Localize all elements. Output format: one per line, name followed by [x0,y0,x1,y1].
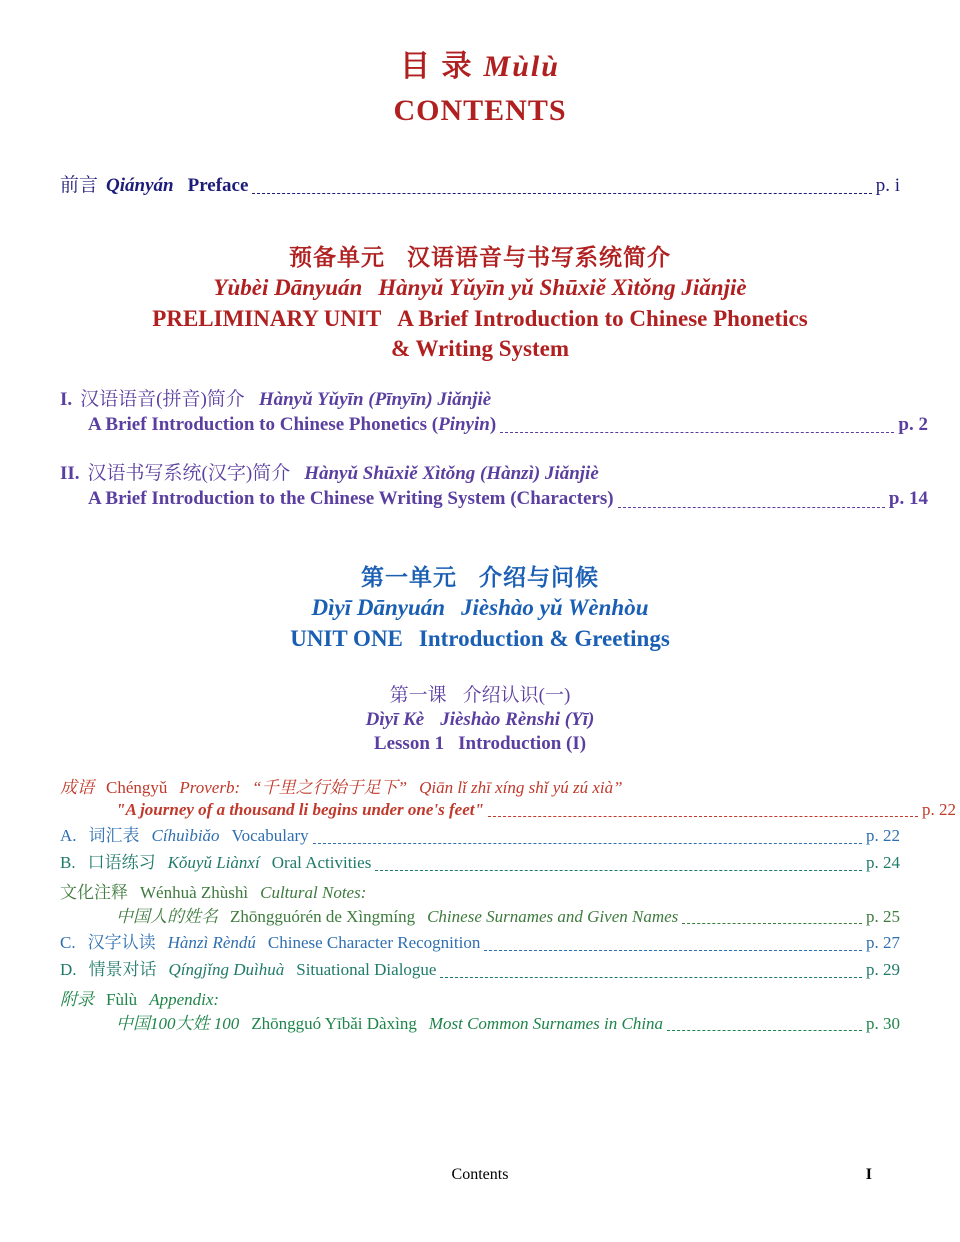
toc-entry-roman-2-pinyin: Hànyǔ Shūxiě Xìtǒng (Hànzì) Jiǎnjiè [304,463,599,485]
preface-entry [60,172,900,200]
toc-entry-roman-1-number: I. [60,388,73,410]
preliminary-unit-pinyin [60,275,900,301]
toc-item-situational-dialogue-english: Situational Dialogue [296,960,437,980]
toc-item-oral-activities-english: Oral Activities [271,853,372,873]
toc-item-character-recognition-pinyin: Hànzì Rèndú [167,933,256,953]
toc-item-surnames-row [116,905,900,930]
toc-item-appendix [60,985,900,1010]
toc-item-appendix-pinyin: Fùlù [106,989,138,1009]
toc-item-oral-activities-page: p. 24 [866,853,900,873]
toc-item-common-surnames-english: Most Common Surnames in China [428,1013,664,1033]
toc-entry-roman-1[interactable] [60,384,928,439]
dot-leader [375,869,862,871]
dot-leader [667,1029,862,1031]
toc-item-proverb-pinyin: Chéngyǔ [106,777,168,797]
lesson-one-english-number: Lesson 1 [373,732,445,754]
toc-item-situational-dialogue-letter: D. [60,960,77,980]
toc-item-oral-activities-chinese: 口语练习 [87,853,156,873]
toc-item-proverb-quote-pinyin: Qiān lǐ zhī xíng shǐ yú zú xià” [419,777,623,797]
lesson-one-heading [60,680,900,755]
toc-item-vocabulary-letter: A. [60,826,77,846]
toc-item-vocabulary-chinese: 词汇表 [88,826,140,846]
toc-entry-roman-2-english: A Brief Introduction to the Chinese Writing System (Characters) [88,488,614,510]
toc-item-surnames-english: Chinese Surnames and Given Names [427,906,679,926]
toc-item-oral-activities-pinyin: Kǒuyǔ Liànxí [167,853,260,873]
preface-english: Preface [187,174,249,196]
unit-one-english-unit: UNIT ONE [290,625,403,651]
dot-leader [484,949,862,951]
toc-entry-roman-2[interactable] [60,458,928,513]
title-english: CONTENTS [393,93,567,127]
toc-item-surnames-chinese: 中国人的姓名 [116,906,218,926]
toc-entry-roman-1-english-post: ) [489,413,497,435]
preliminary-unit-english-title-line2: & Writing System [390,335,570,361]
toc-item-proverb-line2 [60,798,956,823]
preliminary-unit-chinese-unit: 预备单元 [289,245,385,271]
toc-entry-roman-1-pinyin: Hànyǔ Yǔyīn (Pīnyīn) Jiǎnjiè [258,388,492,410]
toc-item-character-recognition-letter: C. [60,933,76,953]
toc-item-situational-dialogue-page: p. 29 [866,960,900,980]
unit-one-pinyin [60,595,900,621]
toc-entry-roman-2-number: II. [60,463,80,485]
preliminary-unit-english-unit: PRELIMINARY UNIT [152,306,382,332]
toc-item-surnames[interactable] [60,905,900,930]
toc-item-character-recognition-chinese: 汉字认读 [87,933,156,953]
toc-item-situational-dialogue-pinyin: Qíngjǐng Duìhuà [168,960,285,980]
toc-entry-roman-1-chinese: 汉语语音(拼音)简介 [80,388,245,410]
unit-one-heading [60,559,900,654]
unit-one-english-title: Introduction & Greetings [418,625,670,651]
preface-page: p. i [875,174,900,196]
toc-item-surnames-page: p. 25 [866,906,900,926]
toc-item-situational-dialogue-row [60,958,900,983]
preliminary-unit-pinyin-unit: Yùbèi Dānyuán [213,275,363,301]
toc-item-common-surnames-pinyin: Zhōngguó Yībǎi Dàxìng [251,1013,417,1033]
page-footer [60,1166,900,1184]
toc-item-appendix-chinese: 附录 [60,989,94,1009]
dot-leader [682,922,862,924]
toc-item-common-surnames-chinese: 中国100大姓 100 [116,1013,240,1033]
toc-entry-roman-1-page: p. 2 [898,413,928,435]
toc-item-cultural-notes-chinese: 文化注释 [60,882,128,902]
toc-item-character-recognition-english: Chinese Character Recognition [267,933,481,953]
unit-one-chinese-title: 介绍与问候 [479,564,599,590]
toc-entry-roman-1-english: A Brief Introduction to Chinese Phonetics ( [88,413,439,435]
toc-item-common-surnames[interactable] [60,1012,900,1037]
footer-page-number: I [865,1166,872,1183]
preliminary-unit-pinyin-title: Hànyǔ Yǔyīn yǔ Shūxiě Xìtǒng Jiǎnjiè [378,275,747,301]
toc-item-proverb-page: p. 22 [922,799,956,819]
toc-item-vocabulary-pinyin: Cíhuìbiǎo [151,826,220,846]
toc-entry-roman-2-page: p. 14 [888,488,928,510]
toc-item-appendix-english: Appendix: [149,989,220,1009]
toc-item-oral-activities[interactable] [60,851,900,876]
toc-item-character-recognition-row [60,931,900,956]
preface-pinyin: Qiányán [106,174,174,196]
preliminary-unit-english [60,304,900,364]
preliminary-unit-english-title-line1: A Brief Introduction to Chinese Phonetics [397,306,808,332]
title-pinyin: Mùlù [483,50,560,83]
toc-entry-roman-1-line2 [88,411,928,439]
preliminary-unit-heading [60,239,900,364]
toc-item-vocabulary-row [60,824,900,849]
title-chinese [60,48,900,86]
toc-item-vocabulary[interactable] [60,824,900,849]
dot-leader [440,976,862,978]
toc-item-oral-activities-letter: B. [60,853,76,873]
toc-item-proverb-chinese: 成语 [60,777,94,797]
toc-entry-roman-1-english-italic: Pinyin [438,413,490,435]
page-title [60,0,900,128]
unit-one-chinese [60,559,900,592]
toc-item-character-recognition-page: p. 27 [866,933,900,953]
toc-item-proverb-line1 [60,773,900,798]
lesson-one-chinese [60,680,900,707]
toc-item-common-surnames-row [116,1012,900,1037]
preface-chinese: 前言 [60,174,99,196]
title-chinese-text: 目 录 [400,50,474,83]
toc-item-proverb-quote-english: "A journey of a thousand li begins under one's feet" [116,799,484,819]
toc-item-cultural-notes-pinyin: Wénhuà Zhùshì [140,882,249,902]
unit-one-english [60,624,900,654]
toc-entry-roman-2-line2 [88,485,928,513]
dot-leader [488,815,918,817]
dot-leader [618,506,885,508]
preliminary-unit-chinese-title: 汉语语音与书写系统简介 [407,245,671,271]
toc-item-cultural-notes-english: Cultural Notes: [260,882,367,902]
toc-item-vocabulary-english: Vocabulary [231,826,309,846]
lesson-one-english-title: Introduction (I) [458,732,587,754]
toc-item-cultural-notes [60,878,900,903]
dot-leader [500,431,894,433]
unit-one-chinese-unit: 第一单元 [361,564,457,590]
toc-item-proverb-english-label: Proverb: [179,777,241,797]
toc-item-proverb[interactable] [60,773,956,823]
toc-item-vocabulary-page: p. 22 [866,826,900,846]
lesson-one-english [60,733,900,755]
dot-leader [252,192,871,194]
preliminary-unit-chinese [60,239,900,272]
toc-item-situational-dialogue[interactable] [60,958,900,983]
unit-one-pinyin-title: Jièshào yǔ Wènhòu [461,594,649,620]
toc-list [60,773,956,1036]
lesson-one-chinese-title: 介绍认识(一) [462,684,571,706]
toc-entry-roman-2-chinese: 汉语书写系统(汉字)简介 [87,463,291,485]
toc-item-oral-activities-row [60,851,900,876]
lesson-one-pinyin [60,709,900,731]
lesson-one-pinyin-number: Dìyī Kè [365,708,425,730]
toc-item-common-surnames-page: p. 30 [866,1013,900,1033]
toc-item-surnames-pinyin: Zhōngguórén de Xìngmíng [230,906,416,926]
lesson-one-chinese-number: 第一课 [389,684,447,706]
toc-item-proverb-quote-chinese: “千里之行始于足下” [252,777,408,797]
preface-row [60,172,900,200]
lesson-one-pinyin-title: Jièshào Rènshi (Yī) [440,708,595,730]
footer-label: Contents [451,1166,509,1183]
toc-entry-roman-2-line1 [60,458,900,485]
dot-leader [313,842,862,844]
toc-item-situational-dialogue-chinese: 情景对话 [88,960,157,980]
toc-entry-roman-1-line1 [60,384,900,411]
unit-one-pinyin-unit: Dìyī Dānyuán [311,594,446,620]
toc-item-character-recognition[interactable] [60,931,900,956]
